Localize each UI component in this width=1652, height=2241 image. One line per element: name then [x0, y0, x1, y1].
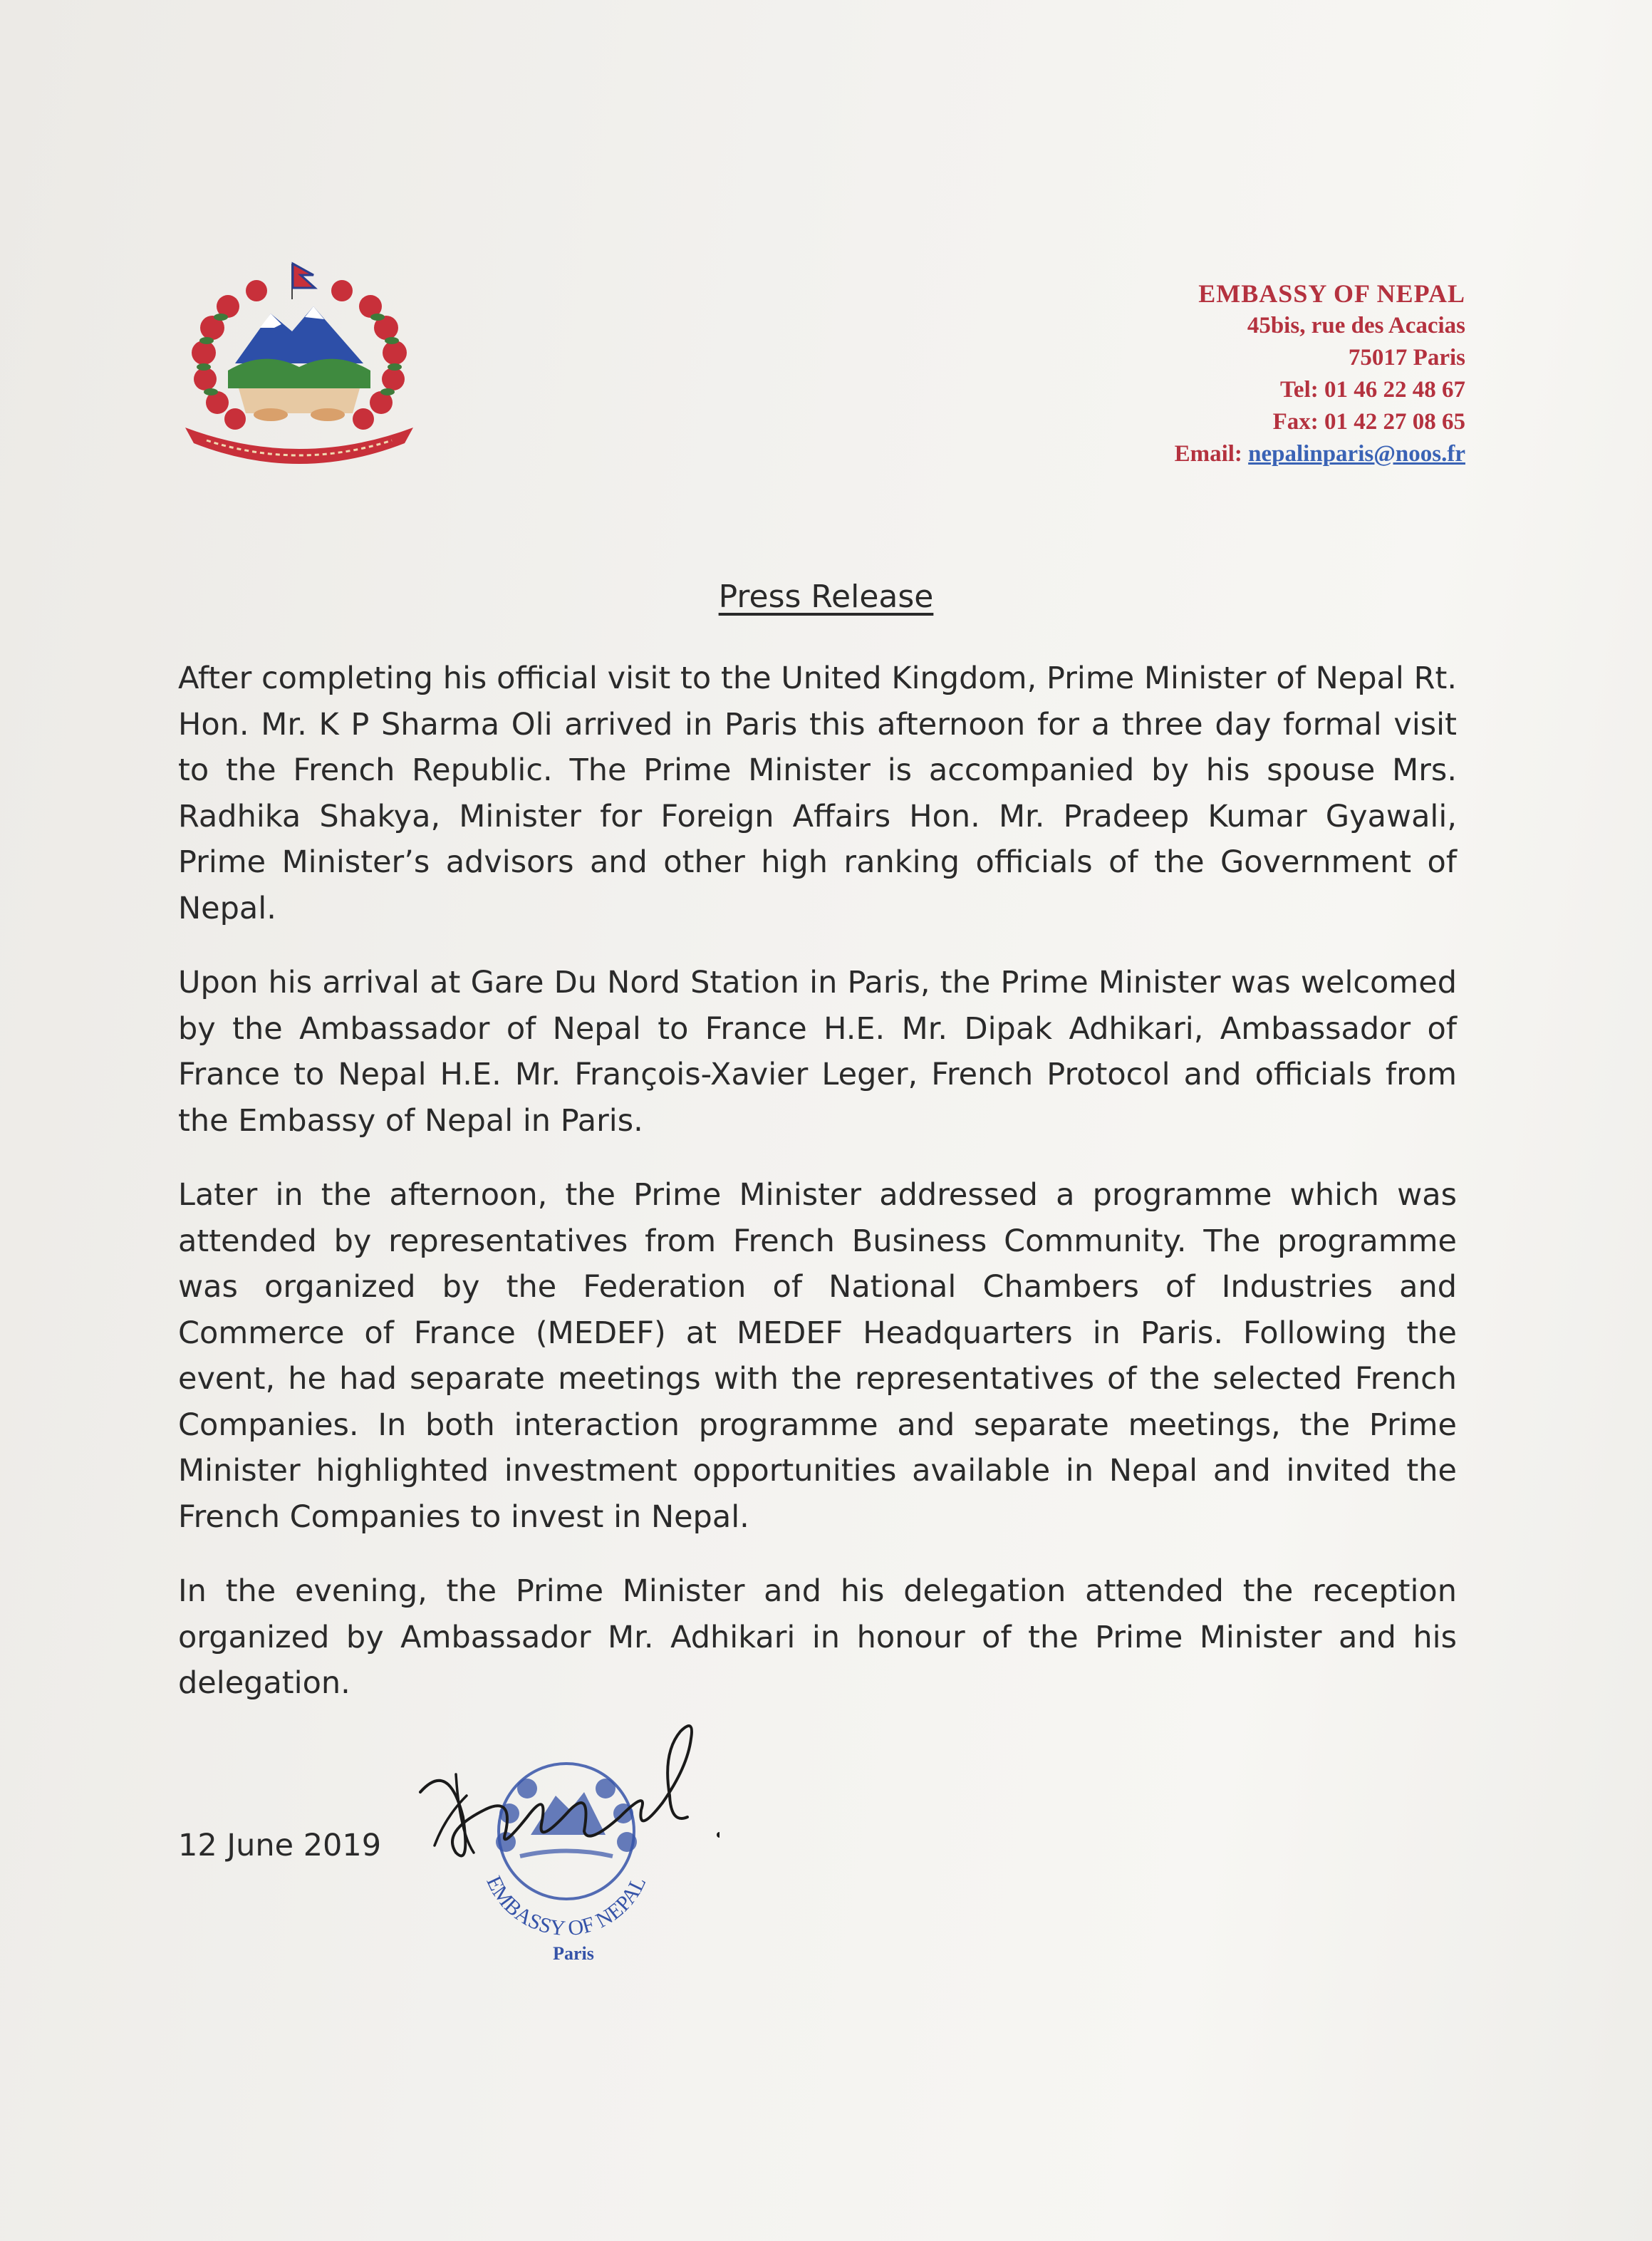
nepal-emblem-icon — [178, 257, 420, 470]
stamp-text: EMBASSY OF NEPAL — [482, 1872, 651, 1941]
paragraph: Later in the afternoon, the Prime Minister addressed a programme which was attended by representatives from French Business Community. The programme was organized by the Federation of National Chambers of Industries and Commerce of France (MEDEF) at MEDEF Headquarters in Paris. Following the event, he had separate meetings with the representatives of the selected French Companies. In both interaction programme and separate meetings, the Prime Minister highlighted investment opportunities available in Nepal and invited the French Companies to invest in Nepal. — [178, 1177, 1457, 1535]
letterhead — [967, 278, 1465, 470]
stamp-city: Paris — [553, 1943, 594, 1964]
fax: Fax: 01 42 27 08 65 — [1272, 409, 1465, 435]
press-release-title — [0, 579, 1652, 615]
telephone: Tel: 01 46 22 48 67 — [1279, 377, 1465, 403]
embassy-stamp-signature — [406, 1710, 719, 1981]
paragraph: In the evening, the Prime Minister and his delegation attended the reception organized by Ambassador Mr. Adhikari in honour of the Prime Minister and his delegation. — [178, 1573, 1457, 1701]
svg-text:EMBASSY OF NEPAL — [482, 1873, 650, 1940]
address-street: 45bis, rue des Acacias — [1247, 313, 1465, 338]
paragraph: Upon his arrival at Gare Du Nord Station in Paris, the Prime Minister was welcomed by the Ambassador of Nepal to France H.E. Mr. Dipak Adhikari, Ambassador of France to Nepal H.E. Mr. François-Xavier Leger, French Protocol and officials from the Embassy of Nepal in Paris. — [178, 965, 1457, 1139]
email-label: Email: — [1174, 441, 1242, 467]
address-city: 75017 Paris — [1348, 345, 1465, 371]
official-stamp-icon — [482, 1764, 650, 1964]
signature-icon — [420, 1726, 692, 1856]
email-link[interactable]: nepalinparis@noos.fr — [1248, 441, 1465, 467]
email-line — [967, 438, 1465, 470]
release-date: 12 June 2019 — [178, 1828, 382, 1863]
paragraph: After completing his official visit to the United Kingdom, Prime Minister of Nepal Rt. Hon. Mr. K P Sharma Oli arrived in Paris this afternoon for a three day formal visit to the French Republic. The Prime Minister is accompanied by his spouse Mrs. Radhika Shakya, Minister for Foreign Affairs Hon. Mr. Pradeep Kumar Gyawali, Prime Minister’s advisors and other high ranking officials of the Government of Nepal. — [178, 661, 1457, 926]
embassy-name: EMBASSY OF NEPAL — [1198, 279, 1465, 308]
title-text: Press Release — [718, 579, 934, 615]
press-release-body — [178, 656, 1457, 1735]
